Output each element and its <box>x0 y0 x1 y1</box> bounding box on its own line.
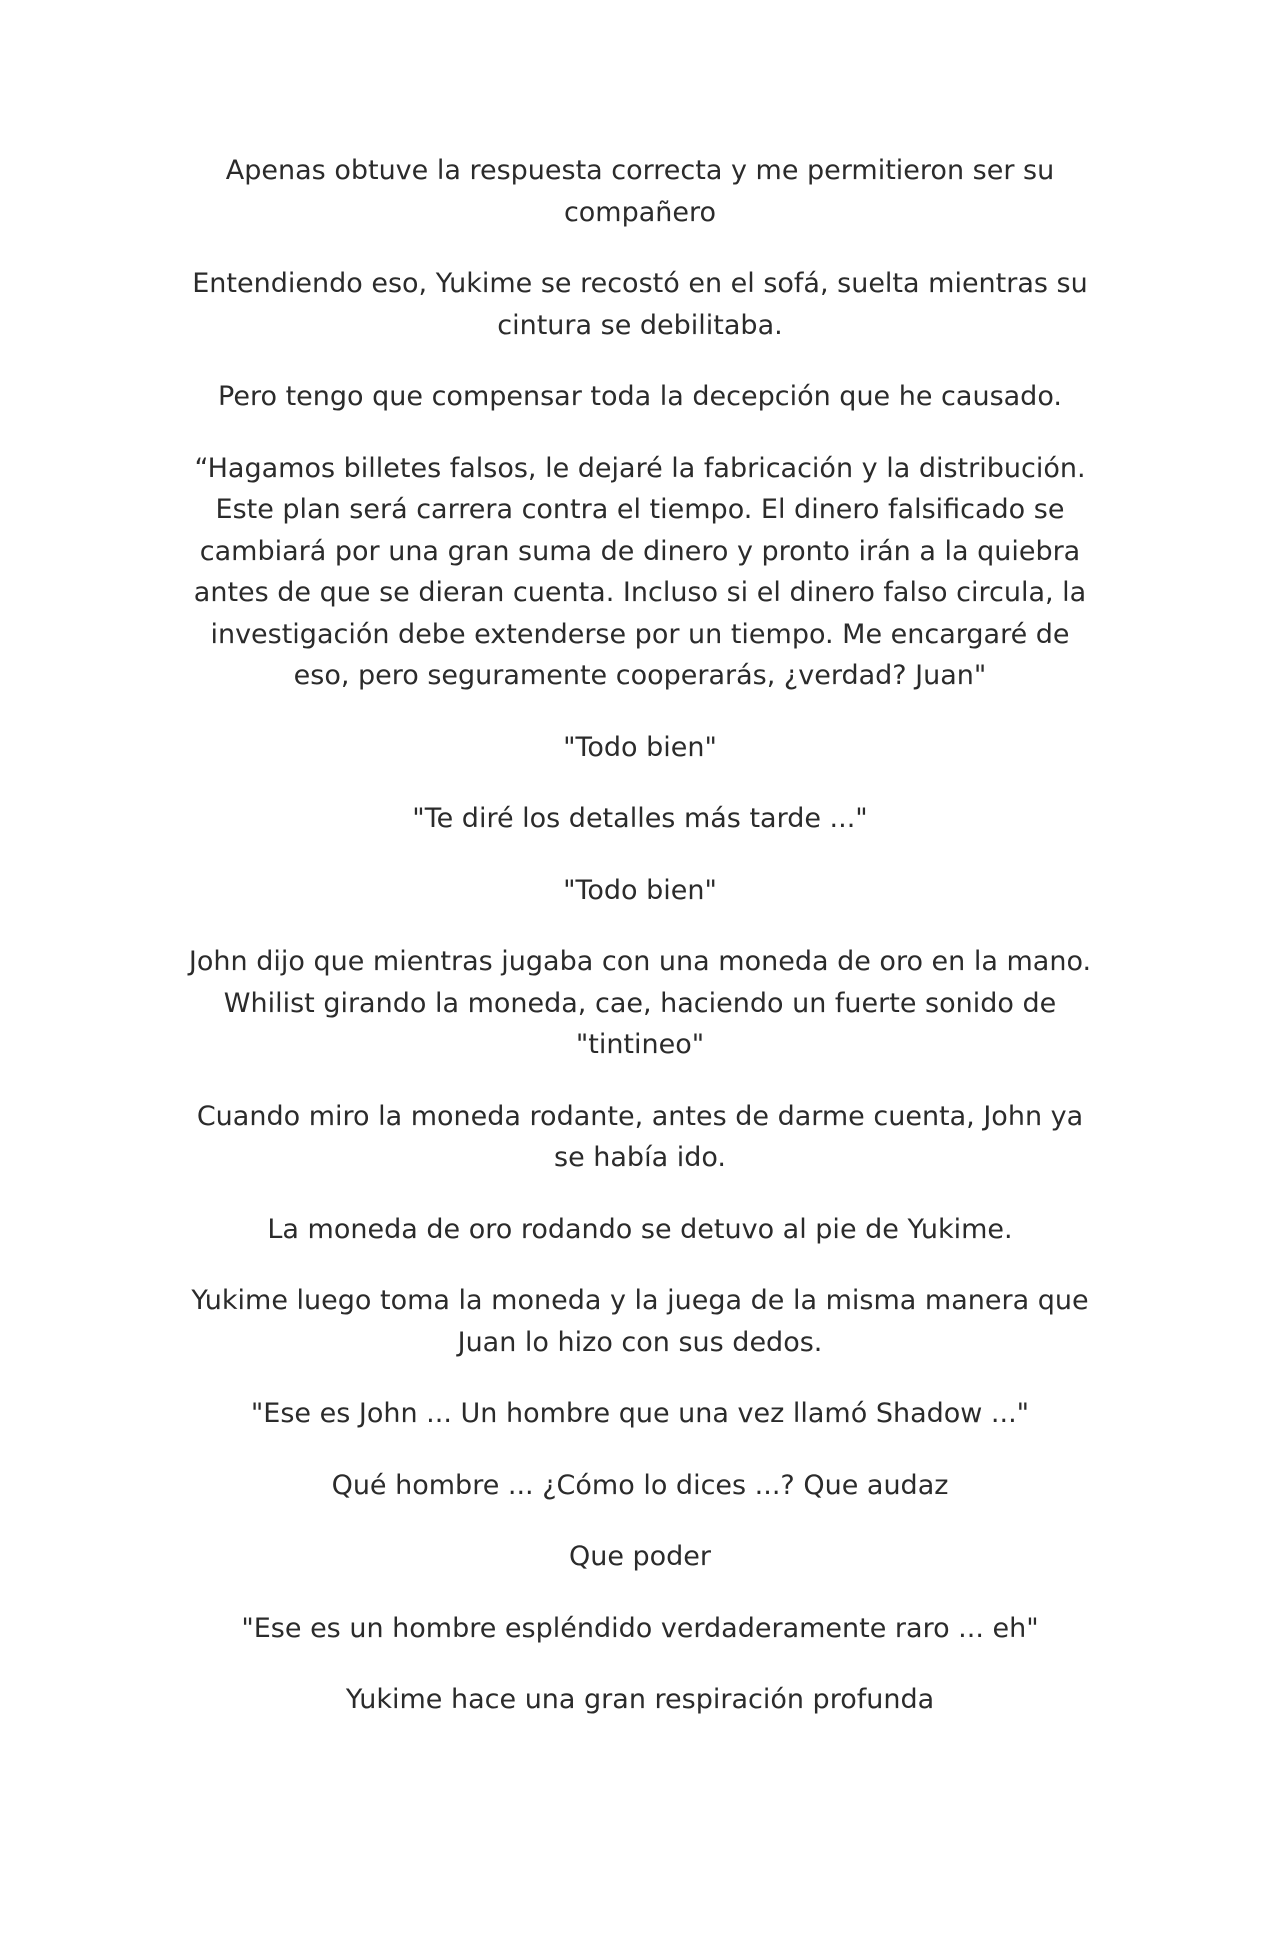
paragraph: Yukime hace una gran respiración profunda <box>345 1684 935 1715</box>
paragraph: La moneda de oro rodando se detuvo al pie de Yukime. <box>267 1213 1013 1245</box>
paragraph: Cuando miro la moneda rodante, antes de darme cuenta, John ya se había ido. <box>196 1100 1084 1173</box>
paragraph: Que poder <box>568 1541 712 1572</box>
paragraph: Apenas obtuve la respuesta correcta y me permitieron ser su compañero <box>225 155 1055 228</box>
story-text <box>180 150 1100 1751</box>
paragraph: Yukime luego toma la moneda y la juega de la misma manera que Juan lo hizo con sus dedos. <box>191 1285 1089 1358</box>
paragraph: "Todo bien" <box>563 874 717 906</box>
paragraph: "Te diré los detalles más tarde ..." <box>412 803 868 834</box>
paragraph: "Ese es John ... Un hombre que una vez llamó Shadow ..." <box>250 1398 1030 1429</box>
paragraph: “Hagamos billetes falsos, le dejaré la fabricación y la distribución. Este plan será carrera contra el tiempo. El dinero falsificado se cambiará por una gran suma de dinero y pronto irán a la quiebra antes de que se dieran cuenta. Incluso si el dinero falso circula, la investigación debe extenderse por un tiempo. Me encargaré de eso, pero seguramente cooperarás, ¿verdad? Juan" <box>193 452 1087 691</box>
paragraph: Entendiendo eso, Yukime se recostó en el sofá, suelta mientras su cintura se debilitaba. <box>192 268 1088 341</box>
paragraph: Qué hombre ... ¿Cómo lo dices ...? Que audaz <box>331 1469 949 1501</box>
paragraph: Pero tengo que compensar toda la decepción que he causado. <box>218 381 1062 412</box>
paragraph: John dijo que mientras jugaba con una moneda de oro en la mano. Whilist girando la moneda, cae, haciendo un fuerte sonido de "tintineo" <box>188 946 1092 1060</box>
paragraph: "Ese es un hombre espléndido verdaderamente raro ... eh" <box>241 1612 1039 1644</box>
paragraph: "Todo bien" <box>563 731 717 763</box>
